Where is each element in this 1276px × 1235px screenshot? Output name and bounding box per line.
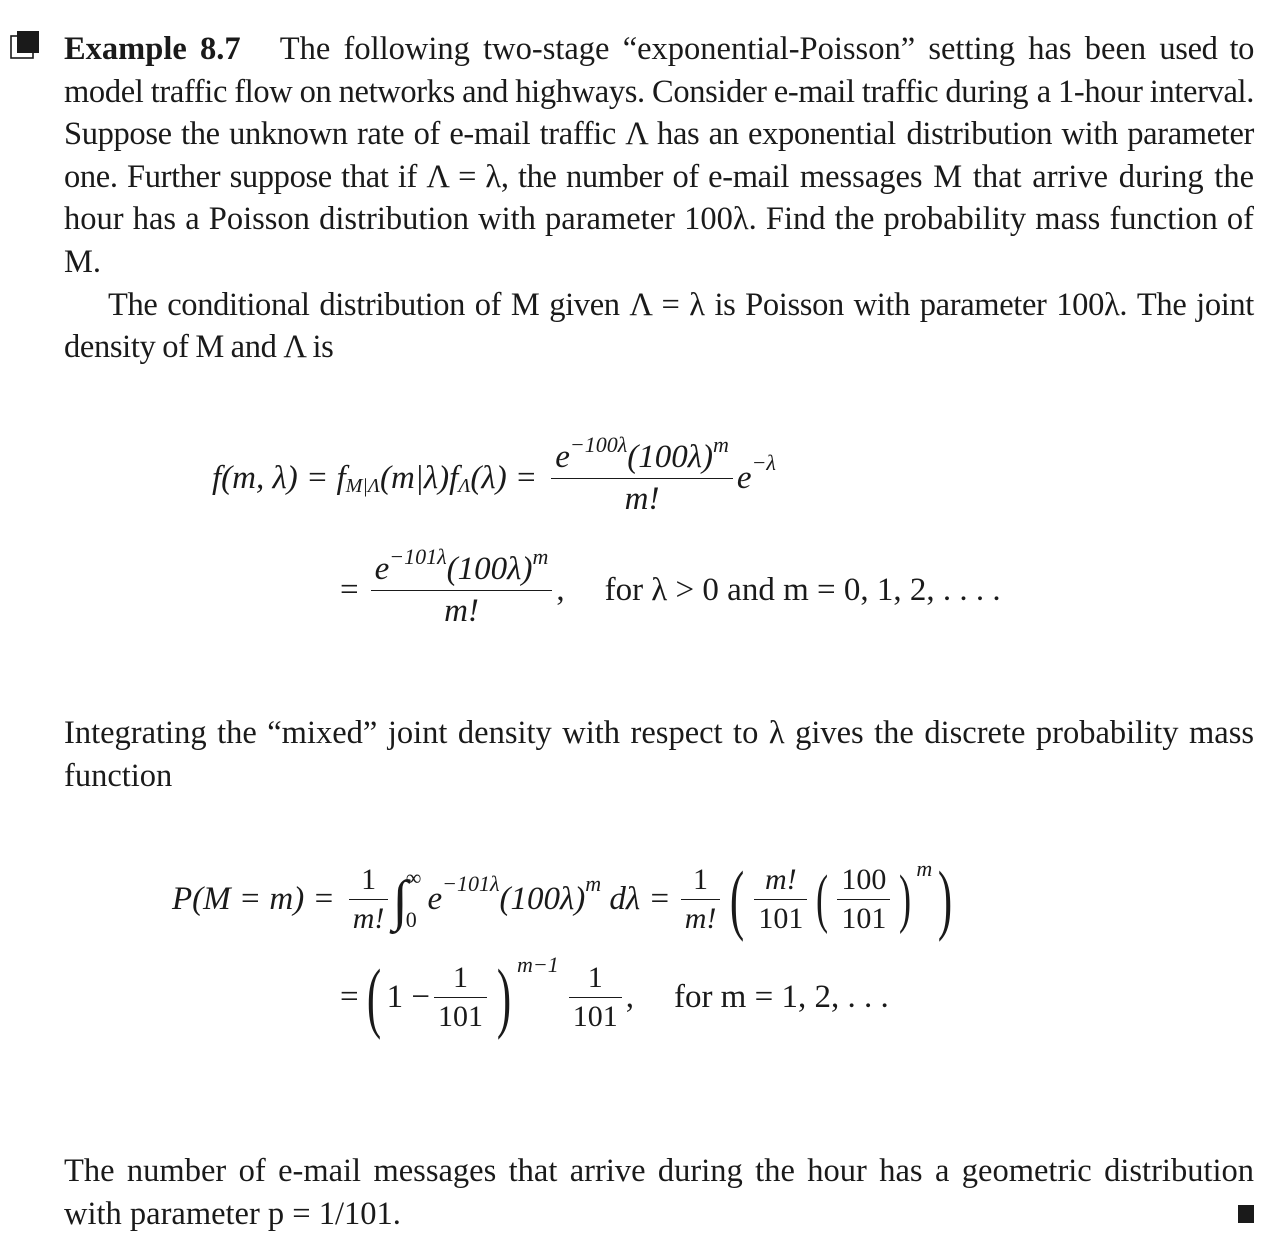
eq2-integrand-end: dλ = — [601, 880, 671, 917]
eq2-frac5-num: 1 — [452, 961, 468, 994]
eq2-integrand-pow: m — [585, 871, 602, 896]
eq2-frac2 — [681, 864, 721, 934]
eq1-tail-exp: −λ — [751, 450, 776, 476]
eq1-line2 — [0, 544, 1276, 629]
eq2-condition: for m = 1, 2, . . . — [673, 978, 889, 1015]
eq2-outer-pow: m — [916, 856, 933, 881]
line2-right-paren: ) — [496, 953, 512, 1040]
integral-limits — [406, 865, 422, 934]
eq2-integrand-exp: −101λ — [442, 871, 500, 896]
int-upper: ∞ — [405, 864, 422, 890]
eq1-line2-fraction — [371, 544, 553, 629]
para1-line6: 100λ. Find the probability mass function of M. — [64, 201, 1254, 280]
eq2-line1 — [0, 855, 1276, 942]
eq2-frac6-num: 1 — [587, 961, 603, 994]
eq2-line2-one: 1 − — [386, 978, 430, 1015]
eq1-tail-base: e — [736, 459, 752, 496]
para1-line2: used to model traffic flow on networks and highways. Consider e-mail traffic during — [64, 31, 1255, 110]
eq2-line2-comma: , — [625, 978, 634, 1015]
eq1-line1 — [0, 432, 1276, 517]
integral-sign: ∫ — [392, 870, 408, 932]
eq2-integrand-base: e — [427, 880, 443, 917]
eq1-line2-num-pow: m — [532, 544, 549, 570]
eq2-frac3 — [754, 864, 807, 934]
eq2-lhs: P(M = m) = — [172, 880, 335, 917]
int-lower: 0 — [405, 907, 417, 932]
eq2-frac4 — [837, 864, 890, 934]
conditional-paragraph: The conditional distribution of M given Λ = λ is Poisson with parameter 100λ. The joint density of M and Λ is — [64, 286, 1254, 366]
eq1-condition: for λ > 0 and m = 0, 1, 2, . . . . — [604, 571, 1001, 608]
eq2-frac4-num: 100 — [841, 863, 887, 896]
inner-right-paren: ) — [899, 862, 912, 935]
eq2-frac5 — [434, 962, 487, 1032]
para1-line3: a 1-hour interval. Suppose the unknown rate of e-mail traffic Λ has an exponential — [64, 73, 1254, 153]
eq1-num-pow: m — [713, 432, 729, 457]
eq1-num-base: e — [555, 439, 570, 475]
para1-line4: distribution with parameter one. Further suppose that if Λ = λ, the number of e-mail — [64, 116, 1255, 195]
eq2-frac1-den: m! — [352, 901, 385, 935]
line2-left-paren: ( — [366, 953, 381, 1040]
eq2-frac3-den: 101 — [758, 901, 804, 935]
outer-left-paren: ( — [730, 855, 745, 942]
inner-left-paren: ( — [816, 862, 829, 935]
eq2-integrand-mid: (100λ) — [499, 880, 586, 917]
eq1-num-exp: −100λ — [569, 432, 628, 457]
eq1-lhs-sub2: Λ — [458, 474, 471, 497]
eq1-lhs-mid: (m|λ)f — [379, 459, 459, 496]
integration-paragraph: Integrating the “mixed” joint density with respect to λ gives the discrete probability mass function — [64, 715, 1254, 794]
eq2-frac5-den: 101 — [437, 999, 483, 1033]
section-marker-icon — [10, 30, 40, 60]
conclusion-paragraph: The number of e-mail messages that arrive during the hour has a geometric distribution with parameter p = 1/101. — [64, 1153, 1254, 1232]
eq2-frac6-den: 101 — [572, 999, 618, 1033]
eq1-line2-num-base: e — [374, 551, 390, 588]
eq2-frac3-num: m! — [765, 863, 797, 896]
eq1-fraction — [551, 432, 733, 517]
eq1-lhs: f(m, λ) = f — [212, 459, 346, 496]
page-content — [64, 28, 1254, 369]
eq1-num-mid: (100λ) — [627, 439, 714, 475]
eq1-line2-eq: = — [340, 571, 359, 608]
eq2-frac2-den: m! — [684, 901, 717, 935]
para1-line5: messages M that arrive during the hour has a Poisson distribution with parameter — [64, 158, 1255, 238]
eq1-line2-num-mid: (100λ) — [446, 551, 533, 588]
eq2-frac2-num: 1 — [693, 863, 709, 896]
eq1-den: m! — [624, 480, 660, 517]
eq1-line2-comma: , — [556, 571, 565, 608]
eq1-line2-num-exp: −101λ — [389, 544, 447, 570]
example-paragraph — [64, 28, 1254, 284]
outer-right-paren: ) — [938, 855, 953, 942]
para1-line1: The following two-stage “exponential-Poisson” setting has been — [279, 31, 1147, 67]
eq2-line2 — [0, 952, 1276, 1040]
eq1-lhs-sub: M|Λ — [345, 474, 380, 497]
pmf-equation — [0, 855, 1276, 1040]
eq2-frac6 — [569, 962, 622, 1032]
end-of-example-icon — [1238, 1205, 1254, 1223]
eq2-frac1-num: 1 — [361, 863, 377, 896]
eq1-lhs-end: (λ) = — [470, 459, 538, 496]
example-label: Example 8.7 — [64, 31, 241, 67]
eq2-line2-pow: m−1 — [516, 952, 559, 977]
eq2-frac4-den: 101 — [841, 901, 887, 935]
eq2-frac1 — [349, 864, 389, 934]
eq2-line2-eq: = — [340, 978, 359, 1015]
joint-density-equation — [0, 432, 1276, 629]
eq1-line2-den: m! — [444, 592, 479, 629]
